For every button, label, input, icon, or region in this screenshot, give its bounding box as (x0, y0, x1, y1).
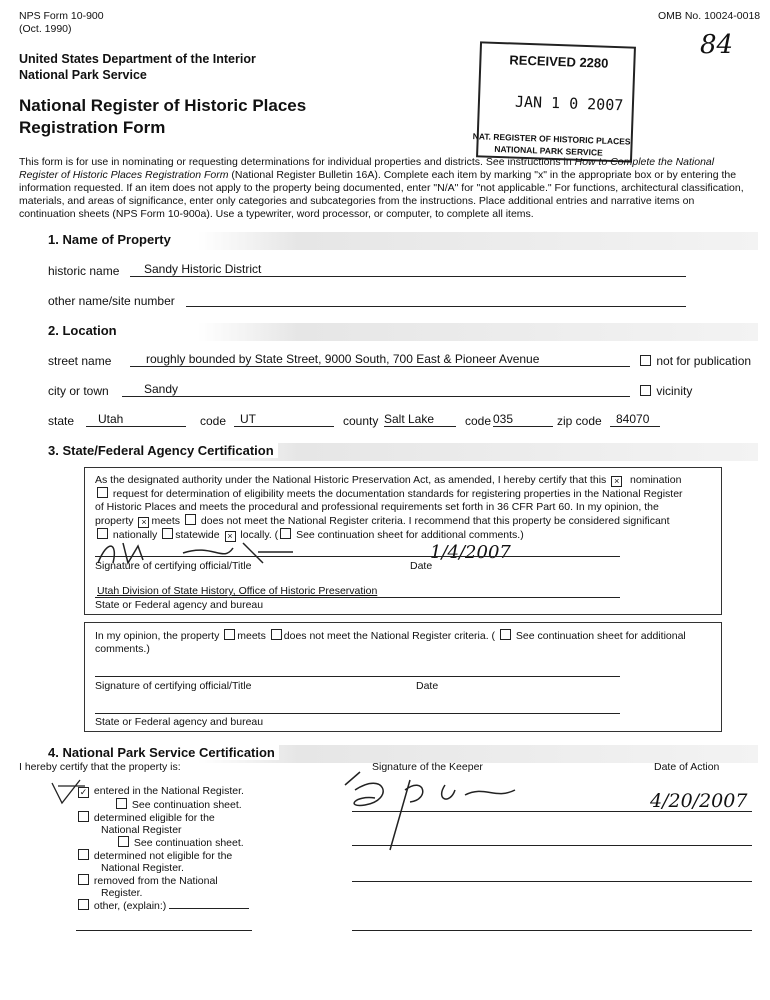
state-certification-box (84, 467, 722, 615)
zip-label: zip code (557, 414, 602, 428)
date-of-action-label: Date of Action (654, 761, 720, 773)
section-3-heading: 3. State/Federal Agency Certification (48, 443, 758, 461)
opinion-text: In my opinion, the property meets does not meet the National Register criteria. ( See continuation sheet for additional comments.) (95, 630, 686, 655)
checkmark-icon (50, 778, 90, 808)
instructions: This form is for use in nominating or requesting determinations for individual properties and districts. See instructions in How to Complete the National Register of Historic Places Registration Form (National Register Bulletin 16A). Complete each item by marking "x" in the appropriate box or by entering the information requested. If an item does not apply to the property being documented, enter "N/A" for "not applicable." For functions, architectural classification, materials, and areas of significance, enter only categories and subcategories from the instructions. Place additional entries and narrative items on continuation sheets (NPS Form 10-900a). Use a typewriter, word processor, or computer, to complete all items. (19, 156, 744, 220)
street-field[interactable] (130, 352, 630, 367)
street-value: roughly bounded by State Street, 9000 South, 700 East & Pioneer Avenue (146, 352, 540, 366)
code-field[interactable] (234, 412, 334, 427)
certify-intro: I hereby certify that the property is: (19, 761, 181, 773)
keeper-signature-label: Signature of the Keeper (372, 761, 483, 773)
option-continuation-2[interactable]: See continuation sheet. (76, 836, 249, 849)
signature-label: Signature of certifying official/Title (95, 560, 252, 572)
handwritten-number: 84 (700, 30, 734, 60)
keeper-line-4 (352, 930, 752, 931)
other-name-label: other name/site number (48, 294, 175, 308)
code-label: code (200, 414, 227, 428)
agency-line (95, 713, 620, 714)
section-1-heading: 1. Name of Property (48, 232, 758, 250)
page-title: National Register of Historic Places (19, 96, 307, 115)
vicinity-checkbox[interactable]: vicinity (638, 384, 692, 398)
option-continuation-1[interactable]: See continuation sheet. (76, 798, 249, 811)
county-value: Salt Lake (384, 412, 435, 426)
option-removed-cont: Register. (101, 887, 143, 899)
code-value: UT (240, 412, 256, 426)
received-stamp (472, 41, 636, 162)
historic-name-field[interactable] (130, 262, 686, 277)
keeper-line-1 (352, 811, 752, 812)
keeper-line-3 (352, 881, 752, 882)
agency-label: State or Federal agency and bureau (95, 599, 264, 611)
city-field[interactable] (122, 382, 630, 397)
state-value: Utah (98, 412, 124, 426)
city-value: Sandy (144, 382, 179, 396)
zip-field[interactable] (610, 412, 660, 427)
keeper-line-2 (352, 845, 752, 846)
department: United States Department of the Interior (19, 52, 256, 66)
keeper-options (76, 785, 249, 912)
county-code-value: 035 (493, 412, 514, 426)
form-number: NPS Form 10-900 (19, 10, 104, 22)
not-for-publication-checkbox[interactable]: not for publication (638, 354, 751, 368)
county-label: county (343, 414, 379, 428)
omb-number: OMB No. 10024-0018 (658, 10, 761, 22)
certification-date-value: 1/4/2007 (430, 542, 511, 563)
historic-name-value: Sandy Historic District (144, 262, 262, 276)
option-not-eligible[interactable]: determined not eligible for the (76, 849, 249, 862)
county-code-field[interactable] (493, 412, 553, 427)
section-2-heading: 2. Location (48, 323, 758, 341)
option-entered[interactable]: ✓ entered in the National Register. (79, 785, 244, 797)
certification-text: As the designated authority under the National Historic Preservation Act, as amended, I hereby certify that this × nomination request for determination of eligibility meets the documentation standards for registering properties in the National Register of Historic Places and meets the procedural and professional requirements set forth in 36 CFR Part 60. In my opinion, the property × meets does not meet the National Register criteria. I recommend that this property be considered significant nationally statewide × locally. ( See continuation sheet for additional comments.) (95, 474, 683, 541)
date-label: Date (410, 560, 433, 572)
option-other[interactable]: other, (explain:) (76, 899, 249, 912)
state-field[interactable] (86, 412, 186, 427)
city-label: city or town (48, 384, 109, 398)
state-label: state (48, 414, 75, 428)
agency-label: State or Federal agency and bureau (95, 716, 264, 728)
date-label: Date (416, 680, 439, 692)
page-subtitle: Registration Form (19, 118, 166, 137)
option-not-eligible-cont: National Register. (101, 862, 184, 874)
signature-line (95, 676, 620, 677)
county-code-label: code (465, 414, 492, 428)
form-date: (Oct. 1990) (19, 23, 72, 35)
option-eligible[interactable]: determined eligible for the (76, 811, 249, 824)
keeper-signature (335, 770, 525, 860)
agency-value: Utah Division of State History, Office of Historic Preservation (97, 585, 378, 597)
option-removed[interactable]: removed from the National (76, 874, 249, 887)
other-name-field[interactable] (186, 292, 686, 307)
agency: National Park Service (19, 68, 147, 82)
agency-line (95, 597, 620, 598)
date-of-action-value: 4/20/2007 (650, 790, 748, 812)
stamp-received: RECEIVED 2280 (509, 52, 609, 71)
signature-label: Signature of certifying official/Title (95, 680, 252, 692)
section-4-heading: 4. National Park Service Certification (48, 745, 758, 763)
stamp-date: JAN 1 0 2007 (514, 92, 624, 115)
historic-name-label: historic name (48, 264, 120, 278)
option-eligible-cont: National Register (101, 824, 182, 836)
explain-line (76, 930, 252, 931)
commenting-official-box (84, 622, 722, 732)
stamp-line1: NAT. REGISTER OF HISTORIC PLACES (472, 131, 631, 147)
stamp-line2: NATIONAL PARK SERVICE (494, 143, 603, 158)
county-field[interactable] (384, 412, 456, 427)
zip-value: 84070 (616, 412, 650, 426)
signature-line (95, 556, 620, 557)
street-label: street name (48, 354, 112, 368)
